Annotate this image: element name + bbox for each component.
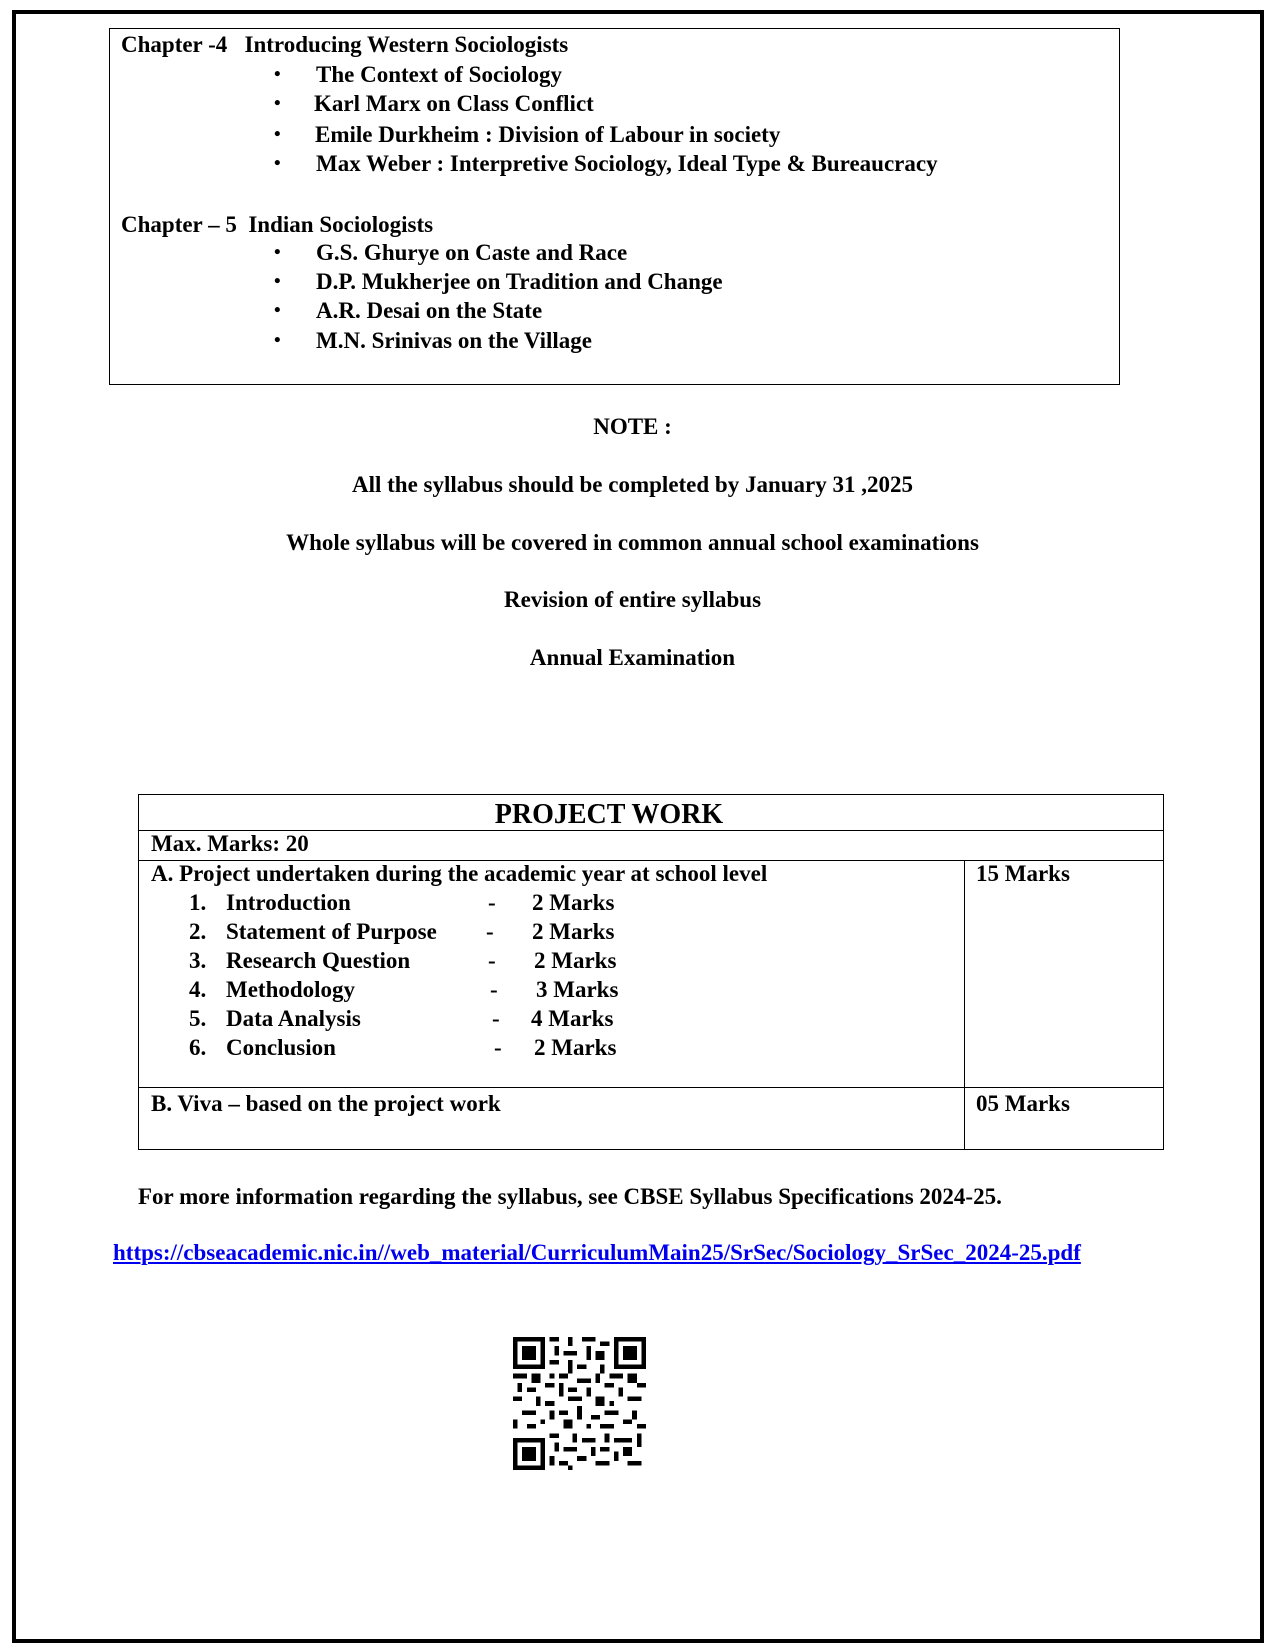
component-dash: -	[486, 919, 494, 944]
chapter-4-item: Karl Marx on Class Conflict	[314, 91, 594, 116]
section-a-marks: 15 Marks	[976, 861, 1070, 886]
bullet-icon: •	[274, 64, 281, 85]
more-info-text: For more information regarding the syllabus, see CBSE Syllabus Specifications 2024-25.	[138, 1184, 1002, 1209]
chapter-4-title: Chapter -4 Introducing Western Sociologists	[121, 32, 569, 57]
component-name: Methodology	[226, 977, 356, 1002]
chapter-5-item: D.P. Mukherjee on Tradition and Change	[316, 269, 723, 294]
chapter-4-item: The Context of Sociology	[316, 62, 562, 87]
section-b-marks: 05 Marks	[976, 1091, 1070, 1116]
max-marks: Max. Marks: 20	[151, 831, 309, 856]
component-number: 4.	[189, 977, 207, 1002]
chapter-5-item: M.N. Srinivas on the Village	[316, 328, 593, 353]
component-name: Data Analysis	[226, 1006, 361, 1031]
bullet-icon: •	[274, 93, 281, 114]
component-number: 6.	[189, 1035, 207, 1060]
bullet-icon: •	[274, 271, 281, 292]
chapters-box	[109, 28, 1120, 385]
component-marks: 2 Marks	[534, 1035, 617, 1060]
syllabus-link[interactable]: https://cbseacademic.nic.in//web_material/CurriculumMain25/SrSec/Sociology_SrSec_2024-25.pdf	[113, 1240, 1081, 1265]
bullet-icon: •	[274, 153, 281, 174]
component-row	[139, 1006, 959, 1035]
bullet-icon: •	[274, 300, 281, 321]
component-marks: 4 Marks	[531, 1006, 614, 1031]
component-dash: -	[490, 977, 498, 1002]
component-name: Statement of Purpose	[226, 919, 437, 944]
chapter-4-item: Emile Durkheim : Division of Labour in society	[315, 122, 781, 147]
bullet-icon: •	[274, 330, 281, 351]
component-row	[139, 1035, 959, 1064]
component-name: Research Question	[226, 948, 411, 973]
component-number: 2.	[189, 919, 207, 944]
section-a-label: A. Project undertaken during the academic year at school level	[151, 861, 768, 886]
chapter-5-title: Chapter – 5 Indian Sociologists	[121, 212, 434, 237]
table-divider	[139, 1087, 1163, 1088]
component-dash: -	[488, 890, 496, 915]
component-number: 3.	[189, 948, 207, 973]
component-marks: 2 Marks	[532, 919, 615, 944]
section-b-label: B. Viva – based on the project work	[151, 1091, 501, 1116]
table-column-divider	[964, 860, 965, 1150]
component-number: 5.	[189, 1006, 207, 1031]
component-row	[139, 919, 959, 948]
qr-code-icon	[513, 1337, 646, 1470]
component-marks: 2 Marks	[534, 948, 617, 973]
note-line: Revision of entire syllabus	[503, 587, 762, 612]
bullet-icon: •	[274, 242, 281, 263]
chapter-5-item: A.R. Desai on the State	[316, 298, 543, 323]
note-heading: NOTE :	[593, 414, 672, 439]
component-marks: 3 Marks	[536, 977, 619, 1002]
note-line: All the syllabus should be completed by January 31 ,2025	[351, 472, 914, 497]
component-name: Introduction	[226, 890, 351, 915]
component-marks: 2 Marks	[532, 890, 615, 915]
component-number: 1.	[189, 890, 207, 915]
component-dash: -	[494, 1035, 502, 1060]
component-dash: -	[488, 948, 496, 973]
project-work-title: PROJECT WORK	[494, 799, 724, 830]
component-dash: -	[492, 1006, 500, 1031]
chapter-5-item: G.S. Ghurye on Caste and Race	[316, 240, 628, 265]
component-row	[139, 948, 959, 977]
project-work-table	[138, 794, 1164, 1150]
component-row	[139, 977, 959, 1006]
chapter-4-item: Max Weber : Interpretive Sociology, Ideal Type & Bureaucracy	[316, 151, 938, 176]
component-row	[139, 890, 959, 919]
component-name: Conclusion	[226, 1035, 336, 1060]
note-line: Annual Examination	[529, 645, 736, 670]
note-line: Whole syllabus will be covered in common annual school examinations	[286, 530, 979, 555]
bullet-icon: •	[274, 124, 281, 145]
